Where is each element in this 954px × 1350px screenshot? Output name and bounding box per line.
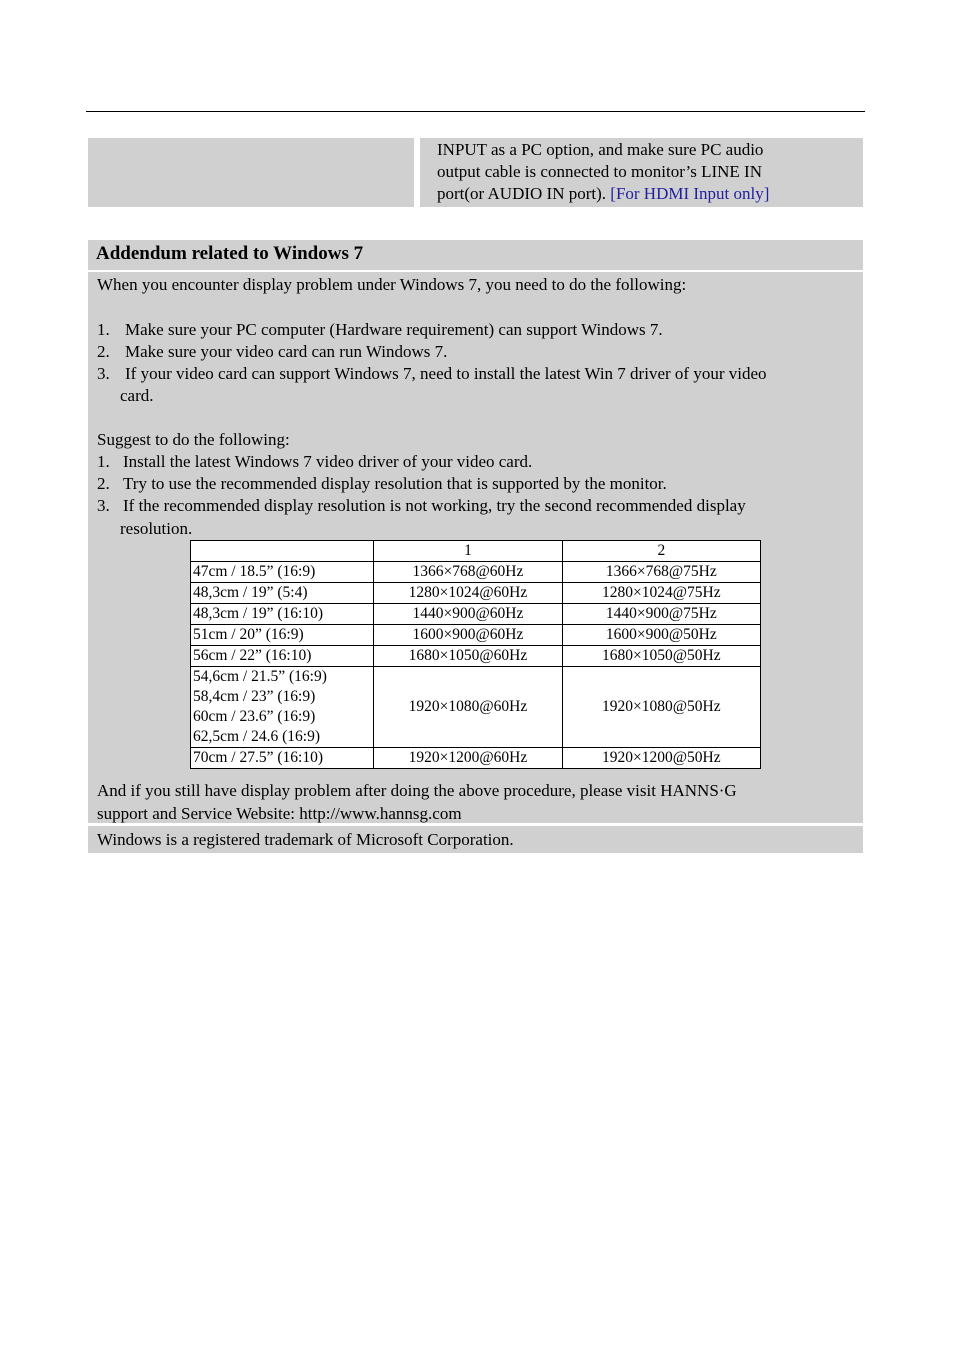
screen-size-cell: 56cm / 22” (16:10) — [191, 646, 374, 667]
table-header-row — [191, 541, 761, 562]
addendum-title: Addendum related to Windows 7 — [96, 243, 364, 264]
trademark-note: Windows is a registered trademark of Microsoft Corporation. — [97, 830, 514, 849]
screen-size-cell — [191, 667, 374, 748]
resolution-2-cell: 1440×900@75Hz — [562, 604, 760, 625]
top-cell-line: port(or AUDIO IN port). — [437, 184, 611, 203]
resolution-1-cell: 1920×1080@60Hz — [374, 667, 562, 748]
table-header-cell: 2 — [562, 541, 760, 562]
screen-size: 58,4cm / 23” (16:9) — [193, 688, 316, 705]
header-rule — [86, 111, 865, 112]
screen-size: 60cm / 23.6” (16:9) — [193, 708, 316, 725]
table-row — [191, 667, 761, 748]
resolution-2-cell: 1680×1050@50Hz — [562, 646, 760, 667]
table-row — [191, 646, 761, 667]
resolution-2-cell: 1600×900@50Hz — [562, 625, 760, 646]
resolution-2-cell: 1280×1024@75Hz — [562, 583, 760, 604]
addendum-header — [88, 240, 863, 271]
list-item: 3. If the recommended display resolution is not working, try the second recommended display — [97, 496, 746, 515]
list-item-continuation: card. — [120, 386, 154, 405]
resolution-1-cell: 1680×1050@60Hz — [374, 646, 562, 667]
resolution-2-cell: 1366×768@75Hz — [562, 562, 760, 583]
top-cell-text — [437, 139, 857, 205]
table-header-cell: 1 — [374, 541, 562, 562]
table-row — [191, 583, 761, 604]
list-item: 1. Make sure your PC computer (Hardware requirement) can support Windows 7. — [97, 320, 663, 339]
list-item: 1. Install the latest Windows 7 video driver of your video card. — [97, 452, 533, 471]
suggest-title: Suggest to do the following: — [97, 430, 290, 449]
resolution-table — [190, 540, 761, 769]
screen-size-cell: 48,3cm / 19” (5:4) — [191, 583, 374, 604]
screen-size-cell: 70cm / 27.5” (16:10) — [191, 748, 374, 769]
screen-size-cell: 48,3cm / 19” (16:10) — [191, 604, 374, 625]
resolution-1-cell: 1280×1024@60Hz — [374, 583, 562, 604]
resolution-1-cell: 1600×900@60Hz — [374, 625, 562, 646]
list-item-continuation: resolution. — [120, 519, 193, 538]
top-left-cell — [88, 138, 414, 207]
resolution-1-cell: 1366×768@60Hz — [374, 562, 562, 583]
top-cell-line: INPUT as a PC option, and make sure PC audio — [437, 140, 764, 159]
table-row — [191, 625, 761, 646]
table-header-cell — [191, 541, 374, 562]
table-row — [191, 748, 761, 769]
top-cell-line: output cable is connected to monitor’s LINE IN — [437, 162, 762, 181]
list-item: 3. If your video card can support Windows 7, need to install the latest Win 7 driver of your video — [97, 364, 767, 383]
resolution-1-cell: 1920×1200@60Hz — [374, 748, 562, 769]
screen-size-cell: 51cm / 20” (16:9) — [191, 625, 374, 646]
screen-size: 54,6cm / 21.5” (16:9) — [193, 668, 327, 685]
table-row — [191, 562, 761, 583]
list-item: 2. Try to use the recommended display resolution that is supported by the monitor. — [97, 474, 667, 493]
resolution-1-cell: 1440×900@60Hz — [374, 604, 562, 625]
closing-text: support and Service Website: http://www.hannsg.com — [97, 804, 462, 823]
resolution-2-cell: 1920×1200@50Hz — [562, 748, 760, 769]
hdmi-note: [For HDMI Input only] — [610, 184, 770, 203]
list-item: 2. Make sure your video card can run Windows 7. — [97, 342, 448, 361]
table-row — [191, 604, 761, 625]
screen-size-cell: 47cm / 18.5” (16:9) — [191, 562, 374, 583]
intro-text: When you encounter display problem under Windows 7, you need to do the following: — [97, 275, 687, 294]
resolution-2-cell: 1920×1080@50Hz — [562, 667, 760, 748]
screen-size: 62,5cm / 24.6 (16:9) — [193, 728, 320, 745]
closing-text: And if you still have display problem after doing the above procedure, please visit HANNS·G — [97, 781, 737, 800]
